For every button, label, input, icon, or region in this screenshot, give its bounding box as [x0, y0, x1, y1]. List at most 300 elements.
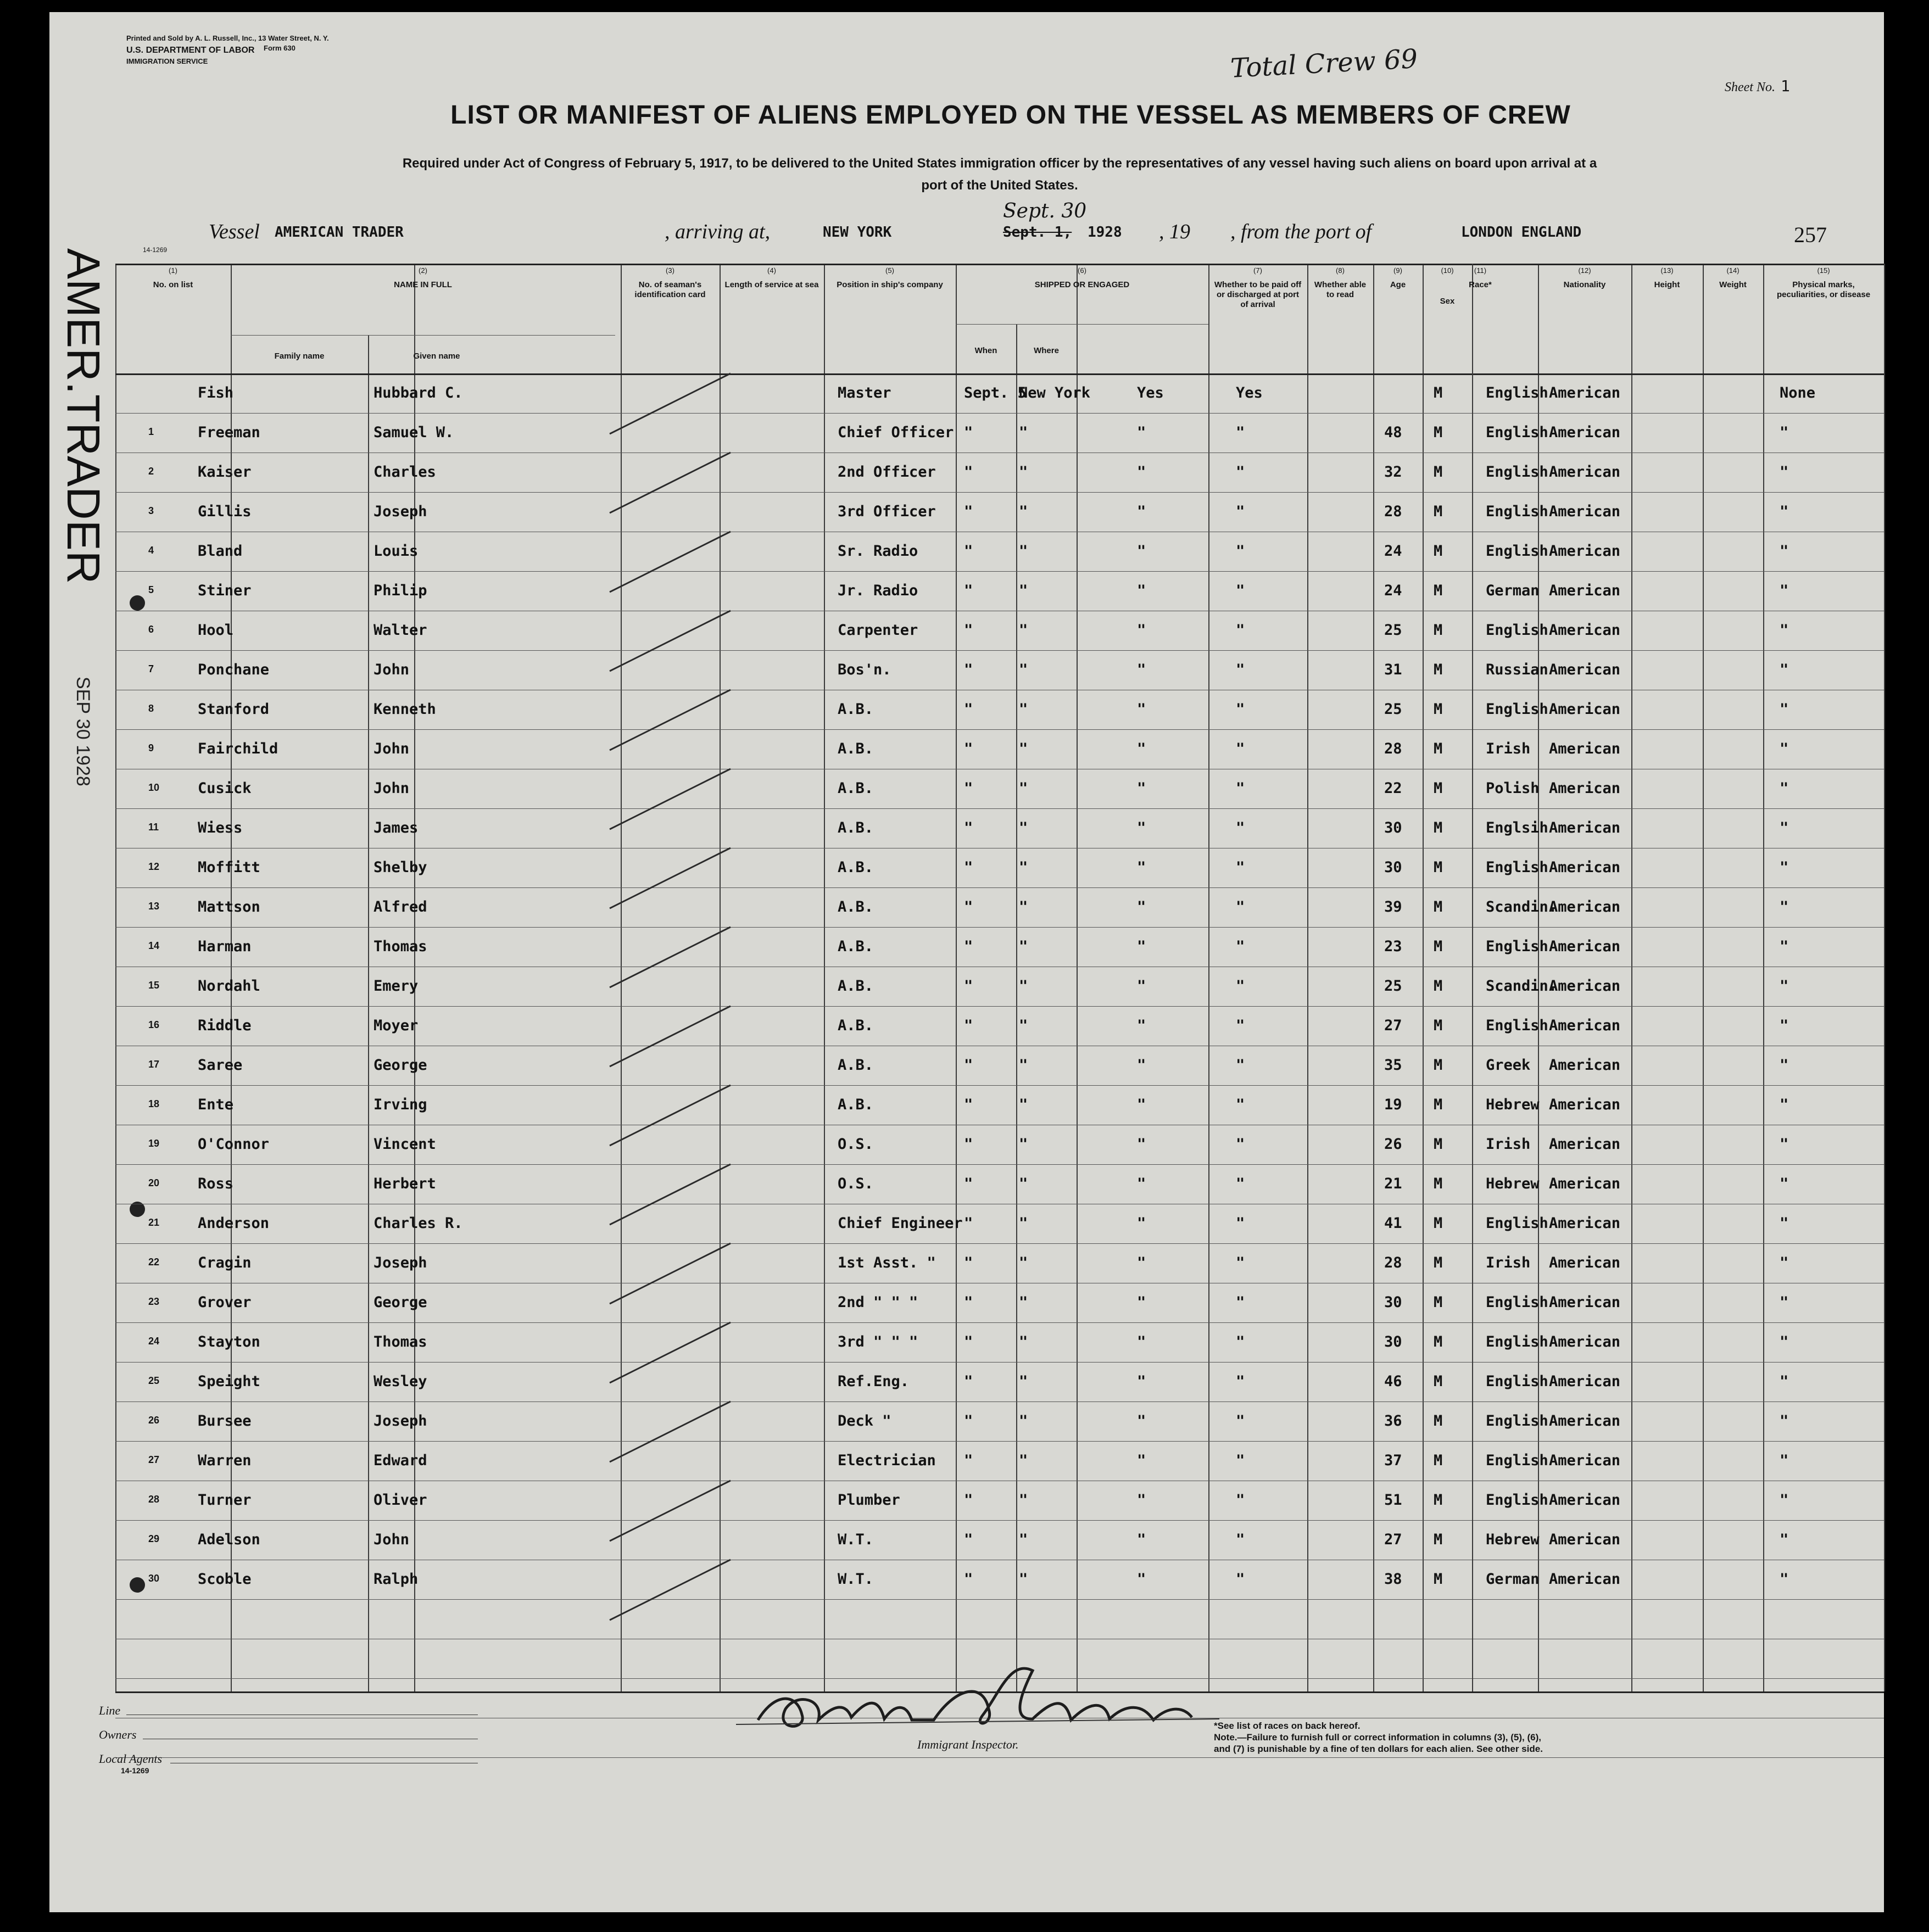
cell-age: 39 — [1384, 898, 1402, 915]
owners-label: Owners — [99, 1728, 137, 1741]
local-agents-label: Local Agents — [99, 1752, 163, 1766]
cell-when: " — [964, 622, 973, 639]
cell-nationality: American — [1549, 978, 1621, 995]
header-c15-num: (15) — [1817, 266, 1830, 275]
vessel-line — [209, 200, 1856, 244]
header-c5-num: (5) — [885, 266, 894, 275]
header-given-name: Given name — [413, 351, 460, 361]
cell-family: Hool — [198, 622, 234, 639]
row-number: 25 — [148, 1375, 160, 1386]
header-c14-num: (14) — [1726, 266, 1740, 275]
cell-read: " — [1236, 701, 1245, 718]
cell-age: 25 — [1384, 978, 1402, 995]
cell-where: " — [1019, 1294, 1028, 1311]
cell-read: " — [1236, 1017, 1245, 1034]
cell-marks: " — [1780, 1571, 1789, 1588]
cell-when: " — [964, 938, 973, 955]
cell-age: 24 — [1384, 582, 1402, 599]
cell-read: " — [1236, 938, 1245, 955]
cell-nationality: American — [1549, 661, 1621, 678]
cell-paid: " — [1137, 1096, 1146, 1113]
cell-position: A.B. — [838, 859, 874, 876]
cell-paid: " — [1137, 503, 1146, 520]
cell-where: " — [1019, 543, 1028, 560]
total-crew-note: Total Crew 69 — [1229, 43, 1419, 84]
cell-position: O.S. — [838, 1175, 874, 1192]
cell-position: A.B. — [838, 1057, 874, 1074]
handwritten-date: Sept. 30 — [1003, 200, 1087, 222]
cell-when: " — [964, 503, 973, 520]
cell-where: " — [1019, 582, 1028, 599]
arrival-year: 1928 — [1088, 224, 1122, 241]
cell-paid: " — [1137, 582, 1146, 599]
cell-nationality: American — [1549, 1571, 1621, 1588]
cell-where: " — [1019, 898, 1028, 915]
header-c8-num: (8) — [1336, 266, 1345, 275]
footer-notes — [1214, 1720, 1543, 1755]
cell-race: English — [1486, 859, 1548, 876]
cell-marks: " — [1780, 740, 1789, 757]
cell-sex: M — [1434, 1492, 1443, 1509]
cell-given: Charles — [373, 464, 436, 481]
cell-age: 36 — [1384, 1412, 1402, 1430]
cell-read: " — [1236, 1492, 1245, 1509]
cell-given: Hubbard C. — [373, 384, 463, 401]
cell-marks: " — [1780, 780, 1789, 797]
cell-sex: M — [1434, 1017, 1443, 1034]
cell-where: " — [1019, 464, 1028, 481]
cell-where: " — [1019, 1333, 1028, 1350]
cell-marks: " — [1780, 1412, 1789, 1430]
cell-family: Freeman — [198, 424, 260, 441]
cell-marks: " — [1780, 1531, 1789, 1548]
cell-read: " — [1236, 1294, 1245, 1311]
cell-read: " — [1236, 622, 1245, 639]
row-number: 10 — [148, 782, 160, 793]
cell-marks: " — [1780, 1452, 1789, 1469]
cell-marks: " — [1780, 543, 1789, 560]
cell-where: " — [1019, 1057, 1028, 1074]
cell-when: " — [964, 1215, 973, 1232]
check-stroke — [610, 1006, 731, 1066]
cell-given: John — [373, 740, 410, 757]
cell-read: " — [1236, 1057, 1245, 1074]
cell-marks: " — [1780, 859, 1789, 876]
cell-sex: M — [1434, 978, 1443, 995]
header-c10-num: (10) — [1441, 266, 1454, 275]
cell-paid: " — [1137, 1175, 1146, 1192]
cell-family: Wiess — [198, 819, 243, 836]
inspector-label: Immigrant Inspector. — [917, 1738, 1019, 1751]
cell-marks: " — [1780, 1333, 1789, 1350]
header-c5-label: Position in ship's company — [837, 280, 943, 289]
cell-paid: " — [1137, 1412, 1146, 1430]
row-number: 20 — [148, 1177, 160, 1188]
cell-nationality: American — [1549, 384, 1621, 401]
cell-when: " — [964, 1452, 973, 1469]
cell-race: Hebrew — [1486, 1175, 1540, 1192]
cell-sex: M — [1434, 1215, 1443, 1232]
check-stroke — [610, 1401, 731, 1462]
cell-read: " — [1236, 543, 1245, 560]
cell-read: " — [1236, 424, 1245, 441]
cell-race: English — [1486, 1215, 1548, 1232]
row-number: 4 — [148, 545, 154, 556]
cell-given: Irving — [373, 1096, 427, 1113]
cell-where: " — [1019, 661, 1028, 678]
cell-sex: M — [1434, 1136, 1443, 1153]
cell-nationality: American — [1549, 1175, 1621, 1192]
cell-nationality: American — [1549, 859, 1621, 876]
cell-given: John — [373, 661, 410, 678]
row-number: 5 — [148, 584, 154, 595]
subtitle-line-1: Required under Act of Congress of February 5, 1917, to be delivered to the United States immigration officer by the representatives of any vessel having such aliens on board upon arrival at a — [402, 156, 1597, 171]
cell-paid: " — [1137, 1571, 1146, 1588]
header-c7-num: (7) — [1253, 266, 1262, 275]
cell-family: Nordahl — [198, 978, 260, 995]
cell-when: " — [964, 1017, 973, 1034]
cell-where: " — [1019, 1096, 1028, 1113]
cell-nationality: American — [1549, 464, 1621, 481]
cell-age: 27 — [1384, 1017, 1402, 1034]
check-stroke — [610, 1085, 731, 1146]
cell-when: " — [964, 582, 973, 599]
header-c12-label: Nationality — [1563, 280, 1606, 289]
cell-read: " — [1236, 582, 1245, 599]
vessel-name: AMERICAN TRADER — [275, 224, 404, 241]
header-c11-num: (11) — [1474, 266, 1487, 275]
side-stamp-date: SEP 30 1928 — [73, 677, 93, 786]
cell-race: English — [1486, 543, 1548, 560]
cell-sex: M — [1434, 740, 1443, 757]
cell-when: " — [964, 1333, 973, 1350]
service-name: IMMIGRATION SERVICE — [126, 57, 208, 65]
header-c12-num: (12) — [1578, 266, 1591, 275]
cell-race: Irish — [1486, 1136, 1531, 1153]
cell-position: Plumber — [838, 1492, 900, 1509]
cell-when: " — [964, 701, 973, 718]
cell-given: Ralph — [373, 1571, 419, 1588]
cell-nationality: American — [1549, 424, 1621, 441]
department-name: U.S. DEPARTMENT OF LABOR — [126, 46, 255, 55]
cell-race: English — [1486, 1373, 1548, 1390]
header-c1-label: No. on list — [153, 280, 193, 289]
cell-when: " — [964, 661, 973, 678]
cell-given: Joseph — [373, 503, 427, 520]
row-number: 19 — [148, 1138, 160, 1149]
cell-read: " — [1236, 503, 1245, 520]
cell-nationality: American — [1549, 1057, 1621, 1074]
row-number: 17 — [148, 1059, 160, 1070]
cell-sex: M — [1434, 1057, 1443, 1074]
note-failure: Note.—Failure to furnish full or correct information in columns (3), (5), (6), — [1214, 1732, 1541, 1743]
cell-when: " — [964, 1294, 973, 1311]
cell-where: " — [1019, 938, 1028, 955]
cell-given: George — [373, 1294, 427, 1311]
side-stamp-vessel: AMER.TRADER — [58, 248, 109, 584]
header-c4-label: Length of service at sea — [724, 280, 819, 289]
cell-marks: " — [1780, 1294, 1789, 1311]
nineteen-label: , 19 — [1159, 220, 1190, 243]
cell-nationality: American — [1549, 1017, 1621, 1034]
cell-read: " — [1236, 1096, 1245, 1113]
cell-age: 37 — [1384, 1452, 1402, 1469]
row-number: 21 — [148, 1217, 160, 1228]
cell-read: " — [1236, 1571, 1245, 1588]
cell-age: 46 — [1384, 1373, 1402, 1390]
row-number: 28 — [148, 1494, 160, 1505]
header-c2-label: NAME IN FULL — [394, 280, 452, 289]
check-stroke — [610, 453, 731, 513]
cell-paid: " — [1137, 622, 1146, 639]
header-c14-label: Weight — [1719, 280, 1747, 289]
cell-family: Bland — [198, 543, 243, 560]
page-number: 257 — [1794, 222, 1827, 247]
cell-position: Jr. Radio — [838, 582, 918, 599]
form-number: Form 630 — [264, 44, 296, 52]
cell-given: Emery — [373, 978, 419, 995]
cell-paid: " — [1137, 819, 1146, 836]
cell-family: Stayton — [198, 1333, 260, 1350]
cell-race: Polish — [1486, 780, 1540, 797]
row-number: 16 — [148, 1019, 160, 1030]
check-stroke — [610, 373, 731, 434]
cell-family: Bursee — [198, 1412, 252, 1430]
cell-position: Ref.Eng. — [838, 1373, 910, 1390]
cell-race: Hebrew — [1486, 1531, 1540, 1548]
header-c11-label: Race* — [1469, 280, 1492, 289]
cell-given: Oliver — [373, 1492, 427, 1509]
cell-nationality: American — [1549, 503, 1621, 520]
cell-paid: " — [1137, 1373, 1146, 1390]
cell-position: Bos'n. — [838, 661, 891, 678]
row-number: 1 — [148, 426, 154, 437]
cell-when: " — [964, 1175, 973, 1192]
cell-race: English — [1486, 424, 1548, 441]
row-number: 29 — [148, 1533, 160, 1544]
cell-when: Sept. 5 — [964, 384, 1027, 401]
cell-given: Alfred — [373, 898, 427, 915]
cell-sex: M — [1434, 424, 1443, 441]
cell-paid: " — [1137, 1254, 1146, 1271]
cell-race: Hebrew — [1486, 1096, 1540, 1113]
struck-date: Sept. 1, — [1003, 224, 1072, 241]
row-number: 22 — [148, 1257, 160, 1267]
row-number: 3 — [148, 505, 154, 516]
cell-marks: " — [1780, 978, 1789, 995]
cell-nationality: American — [1549, 740, 1621, 757]
cell-race: Greek — [1486, 1057, 1531, 1074]
cell-when: " — [964, 978, 973, 995]
cell-read: " — [1236, 740, 1245, 757]
cell-marks: " — [1780, 1175, 1789, 1192]
cell-race: Irish — [1486, 740, 1531, 757]
cell-when: " — [964, 780, 973, 797]
cell-age: 26 — [1384, 1136, 1402, 1153]
cell-read: " — [1236, 1452, 1245, 1469]
row-number: 11 — [148, 822, 159, 833]
cell-marks: " — [1780, 1215, 1789, 1232]
cell-given: Kenneth — [373, 701, 436, 718]
header-c9-num: (9) — [1393, 266, 1402, 275]
cell-family: Mattson — [198, 898, 260, 915]
cell-marks: " — [1780, 1136, 1789, 1153]
check-stroke — [610, 1560, 731, 1620]
cell-position: Sr. Radio — [838, 543, 918, 560]
cell-marks: " — [1780, 938, 1789, 955]
note-fine: and (7) is punishable by a fine of ten dollars for each alien. See other side. — [1214, 1744, 1543, 1754]
cell-read: " — [1236, 819, 1245, 836]
cell-paid: " — [1137, 1294, 1146, 1311]
cell-position: 3rd " " " — [838, 1333, 918, 1350]
cell-nationality: American — [1549, 622, 1621, 639]
cell-paid: " — [1137, 543, 1146, 560]
cell-paid: " — [1137, 740, 1146, 757]
cell-marks: " — [1780, 503, 1789, 520]
cell-where: " — [1019, 1412, 1028, 1430]
cell-sex: M — [1434, 1571, 1443, 1588]
cell-family: Adelson — [198, 1531, 260, 1548]
cell-race: English — [1486, 1333, 1548, 1350]
cell-age: 28 — [1384, 1254, 1402, 1271]
cell-nationality: American — [1549, 1531, 1621, 1548]
cell-sex: M — [1434, 1254, 1443, 1271]
cell-paid: " — [1137, 661, 1146, 678]
cell-sex: M — [1434, 898, 1443, 915]
cell-race: English — [1486, 384, 1548, 401]
cell-family: Harman — [198, 938, 252, 955]
cell-race: English — [1486, 622, 1548, 639]
cell-family: Scoble — [198, 1571, 252, 1588]
cell-where: New York — [1019, 384, 1091, 401]
cell-position: Deck " — [838, 1412, 891, 1430]
cell-race: Scandin. — [1486, 898, 1558, 915]
inspector-signature — [725, 1654, 1252, 1742]
cell-when: " — [964, 464, 973, 481]
check-stroke — [610, 1481, 731, 1541]
cell-paid: " — [1137, 424, 1146, 441]
cell-family: Moffitt — [198, 859, 260, 876]
cell-given: Samuel W. — [373, 424, 454, 441]
cell-nationality: American — [1549, 543, 1621, 560]
cell-paid: " — [1137, 1057, 1146, 1074]
check-marks — [115, 264, 1884, 1691]
cell-age: 41 — [1384, 1215, 1402, 1232]
blue-dash-code: 14-1269 — [143, 246, 168, 254]
header-c15-label: Physical marks, peculiarities, or disease — [1776, 280, 1871, 299]
cell-family: Fairchild — [198, 740, 278, 757]
cell-race: German — [1486, 582, 1540, 599]
cell-paid: " — [1137, 701, 1146, 718]
cell-given: Philip — [373, 582, 427, 599]
row-number: 23 — [148, 1296, 160, 1307]
cell-sex: M — [1434, 1531, 1443, 1548]
cell-marks: " — [1780, 1017, 1789, 1034]
cell-given: John — [373, 1531, 410, 1548]
cell-family: Saree — [198, 1057, 243, 1074]
cell-family: Kaiser — [198, 464, 252, 481]
cell-race: Irish — [1486, 1254, 1531, 1271]
check-stroke — [610, 611, 731, 671]
cell-nationality: American — [1549, 780, 1621, 797]
cell-age: 30 — [1384, 859, 1402, 876]
cell-where: " — [1019, 819, 1028, 836]
cell-paid: " — [1137, 464, 1146, 481]
header-c9-label: Age — [1390, 280, 1406, 289]
cell-family: Gillis — [198, 503, 252, 520]
cell-sex: M — [1434, 582, 1443, 599]
cell-sex: M — [1434, 819, 1443, 836]
row-number: 14 — [148, 940, 160, 951]
cell-read: " — [1236, 464, 1245, 481]
sheet-number — [1725, 77, 1790, 95]
from-port-label: , from the port of — [1230, 220, 1372, 243]
cell-position: A.B. — [838, 819, 874, 836]
cell-age: 35 — [1384, 1057, 1402, 1074]
cell-given: Walter — [373, 622, 427, 639]
cell-paid: " — [1137, 780, 1146, 797]
cell-paid: " — [1137, 1492, 1146, 1509]
cell-family: Stanford — [198, 701, 270, 718]
cell-given: Charles R. — [373, 1215, 463, 1232]
cell-paid: " — [1137, 859, 1146, 876]
cell-read: Yes — [1236, 384, 1263, 401]
cell-age: 30 — [1384, 1333, 1402, 1350]
cell-when: " — [964, 424, 973, 441]
cell-where: " — [1019, 859, 1028, 876]
cell-race: German — [1486, 1571, 1540, 1588]
cell-when: " — [964, 1057, 973, 1074]
cell-read: " — [1236, 978, 1245, 995]
departure-port: LONDON ENGLAND — [1461, 224, 1582, 241]
cell-age: 25 — [1384, 622, 1402, 639]
line-label: Line — [99, 1704, 121, 1717]
manifest-sheet — [49, 12, 1884, 1912]
cell-sex: M — [1434, 622, 1443, 639]
cell-paid: " — [1137, 978, 1146, 995]
cell-position: A.B. — [838, 701, 874, 718]
cell-race: English — [1486, 701, 1548, 718]
header-c6-num: (6) — [1078, 266, 1086, 275]
header-c10-label: Sex — [1440, 297, 1455, 306]
crew-manifest-table — [115, 264, 1884, 1691]
cell-sex: M — [1434, 543, 1443, 560]
cell-marks: " — [1780, 701, 1789, 718]
cell-position: A.B. — [838, 938, 874, 955]
cell-read: " — [1236, 1412, 1245, 1430]
header-c13-num: (13) — [1660, 266, 1674, 275]
cell-age: 24 — [1384, 543, 1402, 560]
header-when: When — [974, 346, 997, 355]
check-stroke — [610, 927, 731, 987]
cell-paid: Yes — [1137, 384, 1164, 401]
cell-sex: M — [1434, 701, 1443, 718]
side-stamp — [49, 248, 121, 907]
cell-paid: " — [1137, 1452, 1146, 1469]
cell-nationality: American — [1549, 898, 1621, 915]
cell-when: " — [964, 1254, 973, 1271]
cell-read: " — [1236, 898, 1245, 915]
cell-read: " — [1236, 1136, 1245, 1153]
cell-when: " — [964, 1531, 973, 1548]
page-subtitle — [187, 153, 1813, 197]
cell-read: " — [1236, 1333, 1245, 1350]
cell-sex: M — [1434, 859, 1443, 876]
cell-paid: " — [1137, 1333, 1146, 1350]
cell-sex: M — [1434, 661, 1443, 678]
cell-paid: " — [1137, 1136, 1146, 1153]
cell-position: O.S. — [838, 1136, 874, 1153]
